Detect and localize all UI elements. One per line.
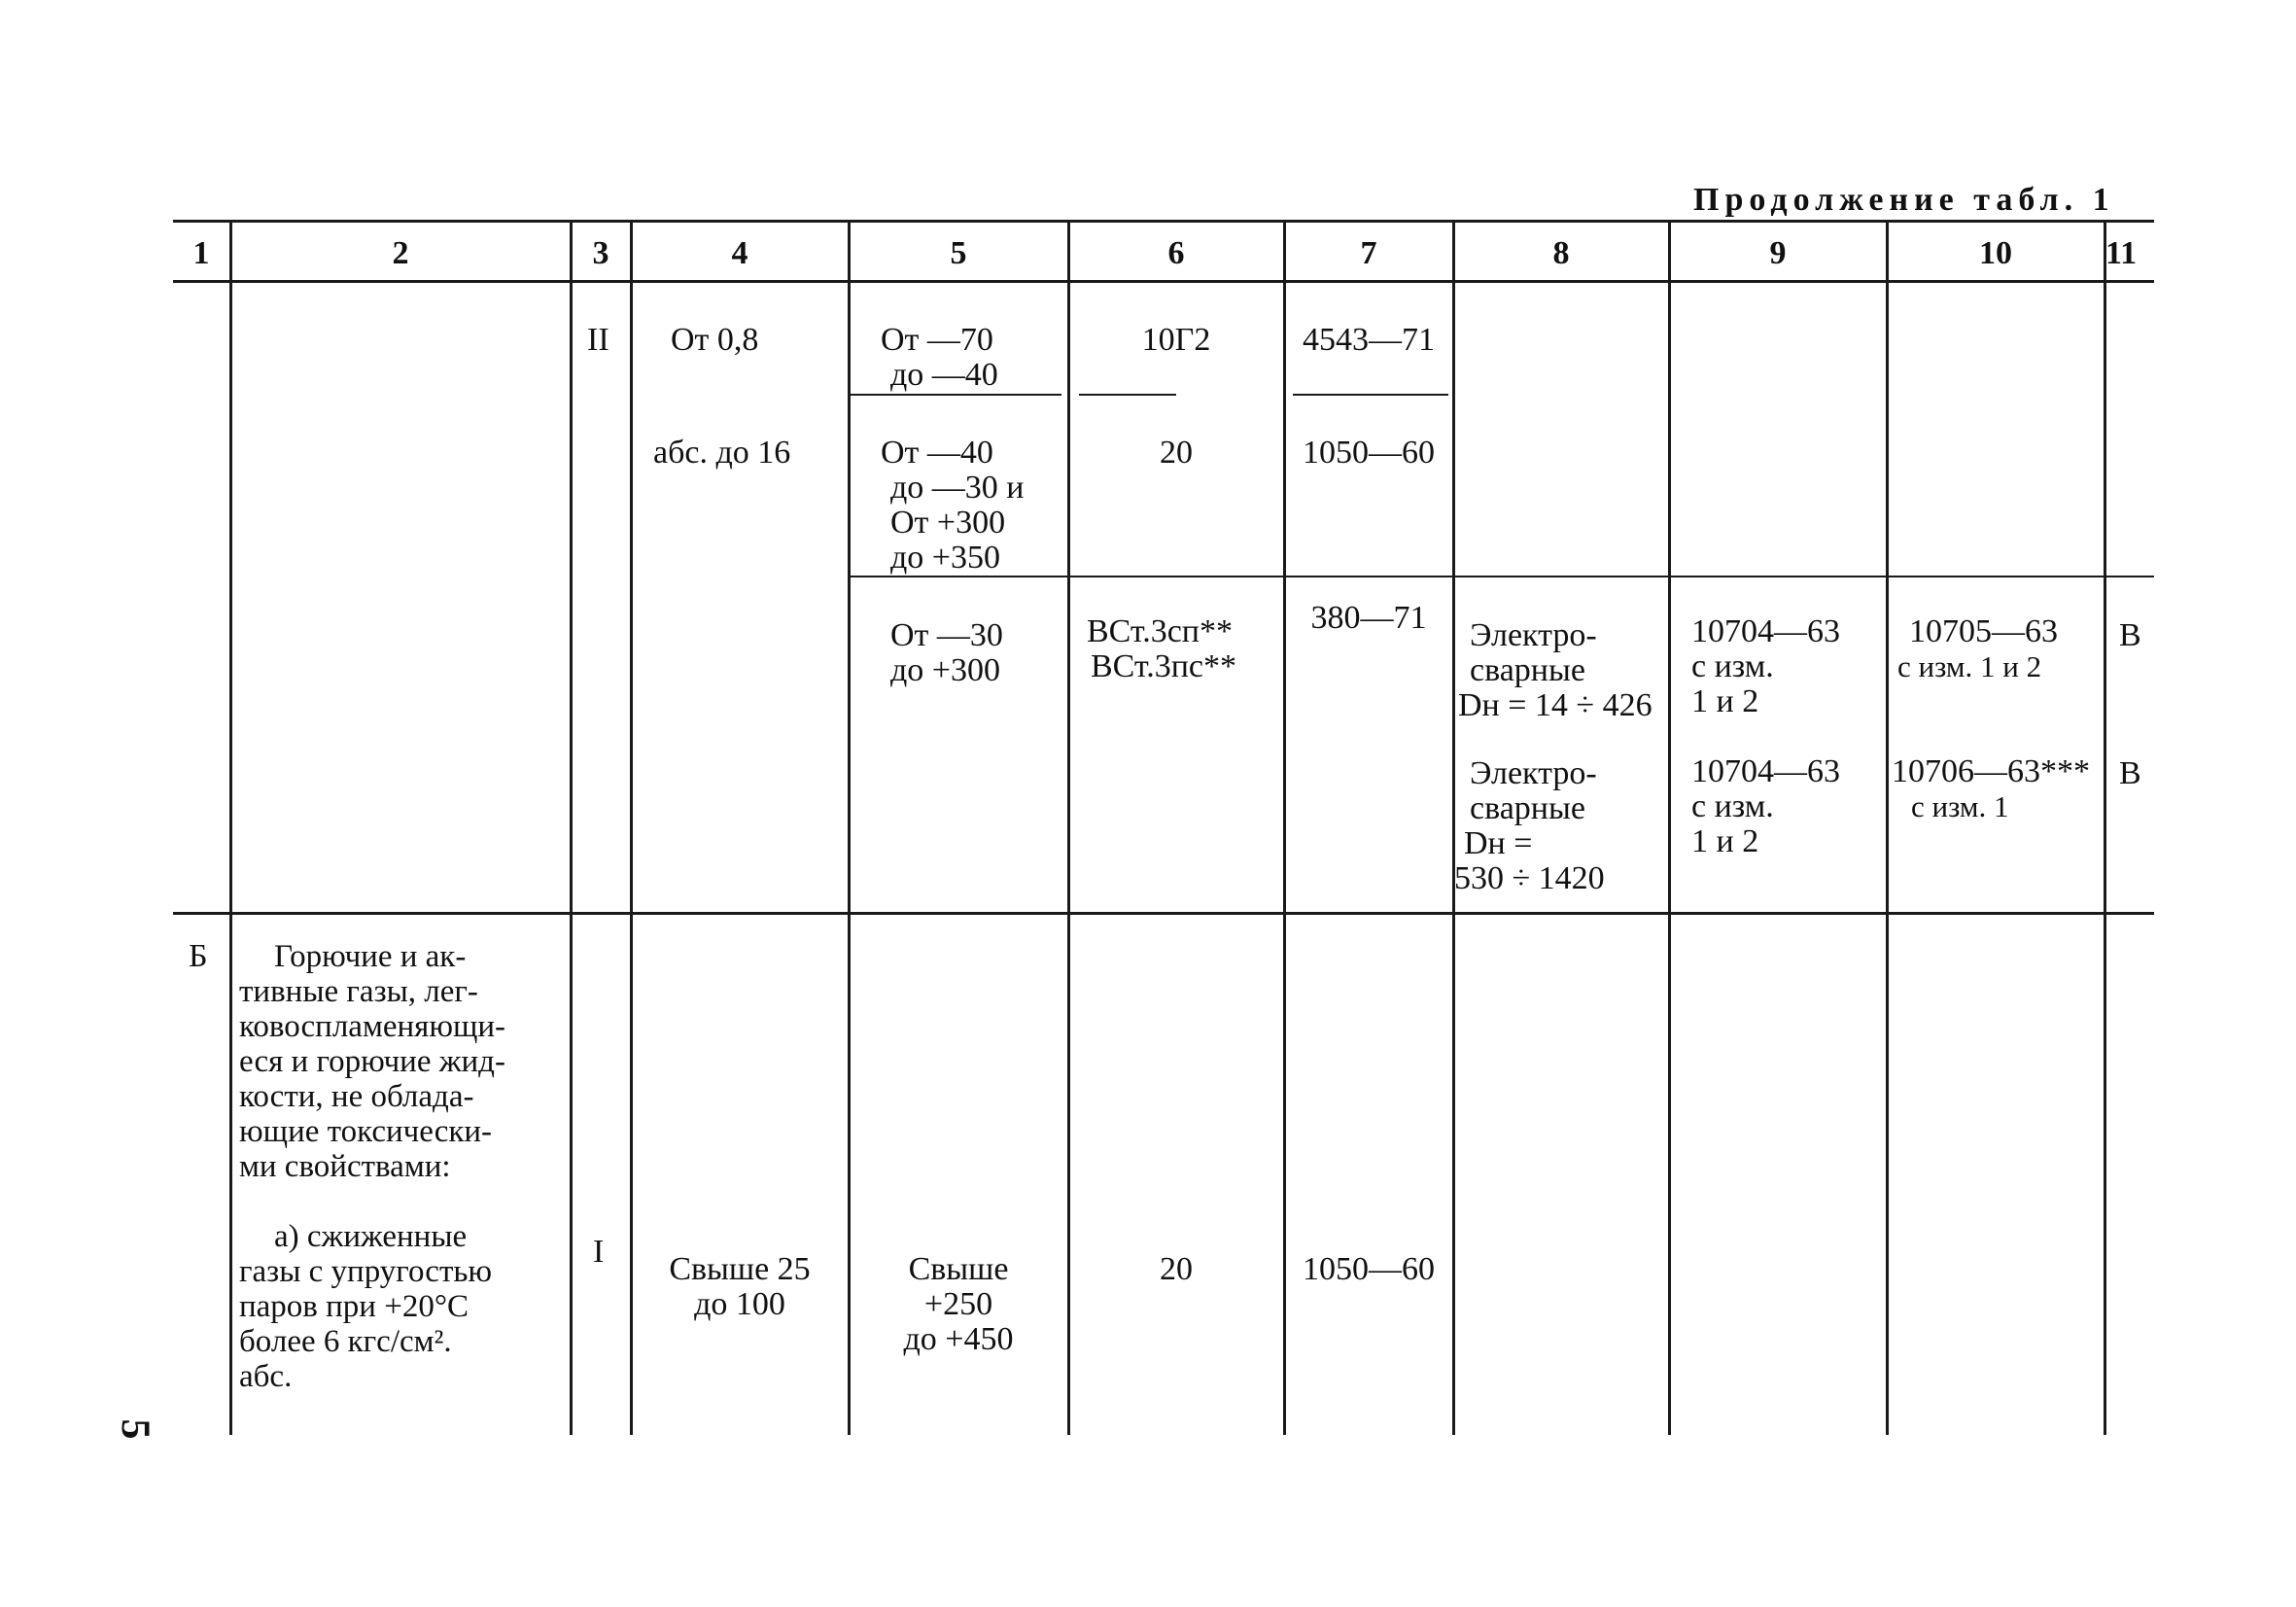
- row2-pressure-line1: Свыше 25: [669, 1251, 811, 1287]
- row2-desc-line6: ющие токсически-: [239, 1114, 493, 1149]
- header-col-3: 3: [592, 235, 609, 271]
- header-bottom-rule: [173, 280, 2154, 283]
- table-top-rule: [173, 220, 2154, 223]
- row1-pipe2-type-line1: Электро-: [1470, 755, 1597, 791]
- col-rule-8: [1668, 220, 1671, 1435]
- row1-pipe1-type-line3: Dн = 14 ÷ 426: [1458, 687, 1652, 723]
- row1-pressure-line1: От 0,8: [671, 322, 759, 358]
- row1-pipe2-std-line3: 1 и 2: [1691, 823, 1759, 859]
- row1-sub2-temp-line3: От +300: [890, 505, 1006, 541]
- header-col-1: 1: [192, 235, 210, 271]
- header-col-4: 4: [731, 235, 748, 271]
- row1-pipe1-std-line1: 10704—63: [1691, 613, 1840, 649]
- header-col-11: 11: [2105, 235, 2138, 271]
- row2-temp-line1: Свыше: [908, 1251, 1009, 1287]
- row1-sub2-temp-line1: От —40: [881, 435, 993, 471]
- row1-sub1-gost: 4543—71: [1303, 322, 1435, 358]
- sub-rule-1b: [1079, 394, 1176, 396]
- row2-desc-line2: тивные газы, лег-: [239, 974, 478, 1009]
- header-col-9: 9: [1769, 235, 1787, 271]
- sub-rule-1a: [850, 394, 1061, 396]
- row1-pipe1-class: В: [2119, 617, 2141, 653]
- header-col-5: 5: [950, 235, 967, 271]
- row2-desc-line4: еся и горючие жид-: [239, 1044, 505, 1079]
- row1-sub3-temp-line1: От —30: [890, 617, 1003, 653]
- header-col-2: 2: [392, 235, 409, 271]
- row1-pipe1-type-line2: сварные: [1470, 652, 1585, 688]
- row1-pipe1-spec-line1: 10705—63: [1909, 613, 2058, 649]
- row1-pipe2-type-line4: 530 ÷ 1420: [1454, 860, 1605, 896]
- row1-sub1-temp-line2: до —40: [890, 357, 998, 393]
- row1-pipe2-std-line2: с изм.: [1691, 788, 1774, 824]
- row2-desc-line5: кости, не облада-: [239, 1079, 474, 1114]
- row1-pipe2-type-line2: сварные: [1470, 790, 1585, 826]
- col-rule-9: [1886, 220, 1889, 1435]
- row1-pipe1-std-line2: с изм.: [1691, 648, 1774, 684]
- row2-steel: 20: [1160, 1251, 1193, 1287]
- row2-pressure-line2: до 100: [694, 1286, 785, 1322]
- page-number: 5: [112, 1418, 157, 1440]
- row2-temp-line3: до +450: [903, 1321, 1014, 1357]
- section-rule: [173, 912, 2154, 915]
- row1-sub3-steel-line1: ВСт.3сп**: [1087, 613, 1233, 649]
- header-col-8: 8: [1552, 235, 1570, 271]
- row2-sub-line1: а) сжиженные: [274, 1219, 468, 1254]
- col-rule-1: [229, 220, 232, 1435]
- sub-rule-1c: [1293, 394, 1448, 396]
- row2-class: I: [593, 1234, 605, 1270]
- row1-sub1-temp-line1: От —70: [881, 322, 993, 358]
- row1-pipe2-spec-line1: 10706—63***: [1892, 753, 2090, 789]
- row2-temp-line2: +250: [923, 1286, 993, 1322]
- row1-pipe2-type-line3: Dн =: [1464, 825, 1533, 861]
- row2-desc-line3: ковоспламеняющи-: [239, 1009, 506, 1044]
- row1-sub2-temp-line2: до —30 и: [890, 470, 1025, 506]
- row1-sub3-gost: 380—71: [1310, 600, 1427, 636]
- col-rule-7: [1452, 220, 1455, 1435]
- row2-gost: 1050—60: [1303, 1251, 1435, 1287]
- row2-group: Б: [189, 938, 208, 974]
- row1-pipe2-std-line1: 10704—63: [1691, 753, 1840, 789]
- row2-sub-line3: паров при +20°С: [239, 1289, 470, 1324]
- row1-class: II: [587, 322, 609, 358]
- col-rule-2: [570, 220, 573, 1435]
- row1-pipe2-class: В: [2119, 755, 2141, 791]
- table-continuation-title: Продолжение табл. 1: [1693, 182, 2115, 218]
- sub-rule-2: [850, 576, 2154, 577]
- row1-pipe1-type-line1: Электро-: [1470, 617, 1597, 653]
- header-col-10: 10: [1979, 235, 2012, 271]
- row2-desc-line7: ми свойствами:: [239, 1149, 451, 1184]
- row2-sub-line4: более 6 кгс/см².: [239, 1324, 452, 1359]
- row1-sub2-temp-line4: до +350: [890, 540, 1000, 576]
- row1-pipe2-spec-line2: с изм. 1: [1911, 789, 2009, 823]
- row2-description: [239, 939, 564, 1394]
- row2-desc-line1: Горючие и ак-: [274, 939, 467, 974]
- row2-sub-line2: газы с упругостью: [239, 1254, 493, 1289]
- header-col-6: 6: [1167, 235, 1185, 271]
- row1-pressure-line2: абс. до 16: [653, 435, 791, 471]
- row1-sub1-steel: 10Г2: [1141, 322, 1211, 358]
- row1-sub2-steel: 20: [1160, 435, 1193, 471]
- header-col-7: 7: [1360, 235, 1377, 271]
- row1-sub3-steel-line2: ВСт.3пс**: [1091, 648, 1236, 684]
- col-rule-10: [2104, 220, 2106, 1435]
- row2-sub-line5: абс.: [239, 1359, 293, 1394]
- row1-sub3-temp-line2: до +300: [890, 652, 1000, 688]
- row1-pipe1-std-line3: 1 и 2: [1691, 683, 1759, 719]
- row1-pipe1-spec-line2: с изм. 1 и 2: [1897, 649, 2042, 683]
- row1-sub2-gost: 1050—60: [1303, 435, 1435, 471]
